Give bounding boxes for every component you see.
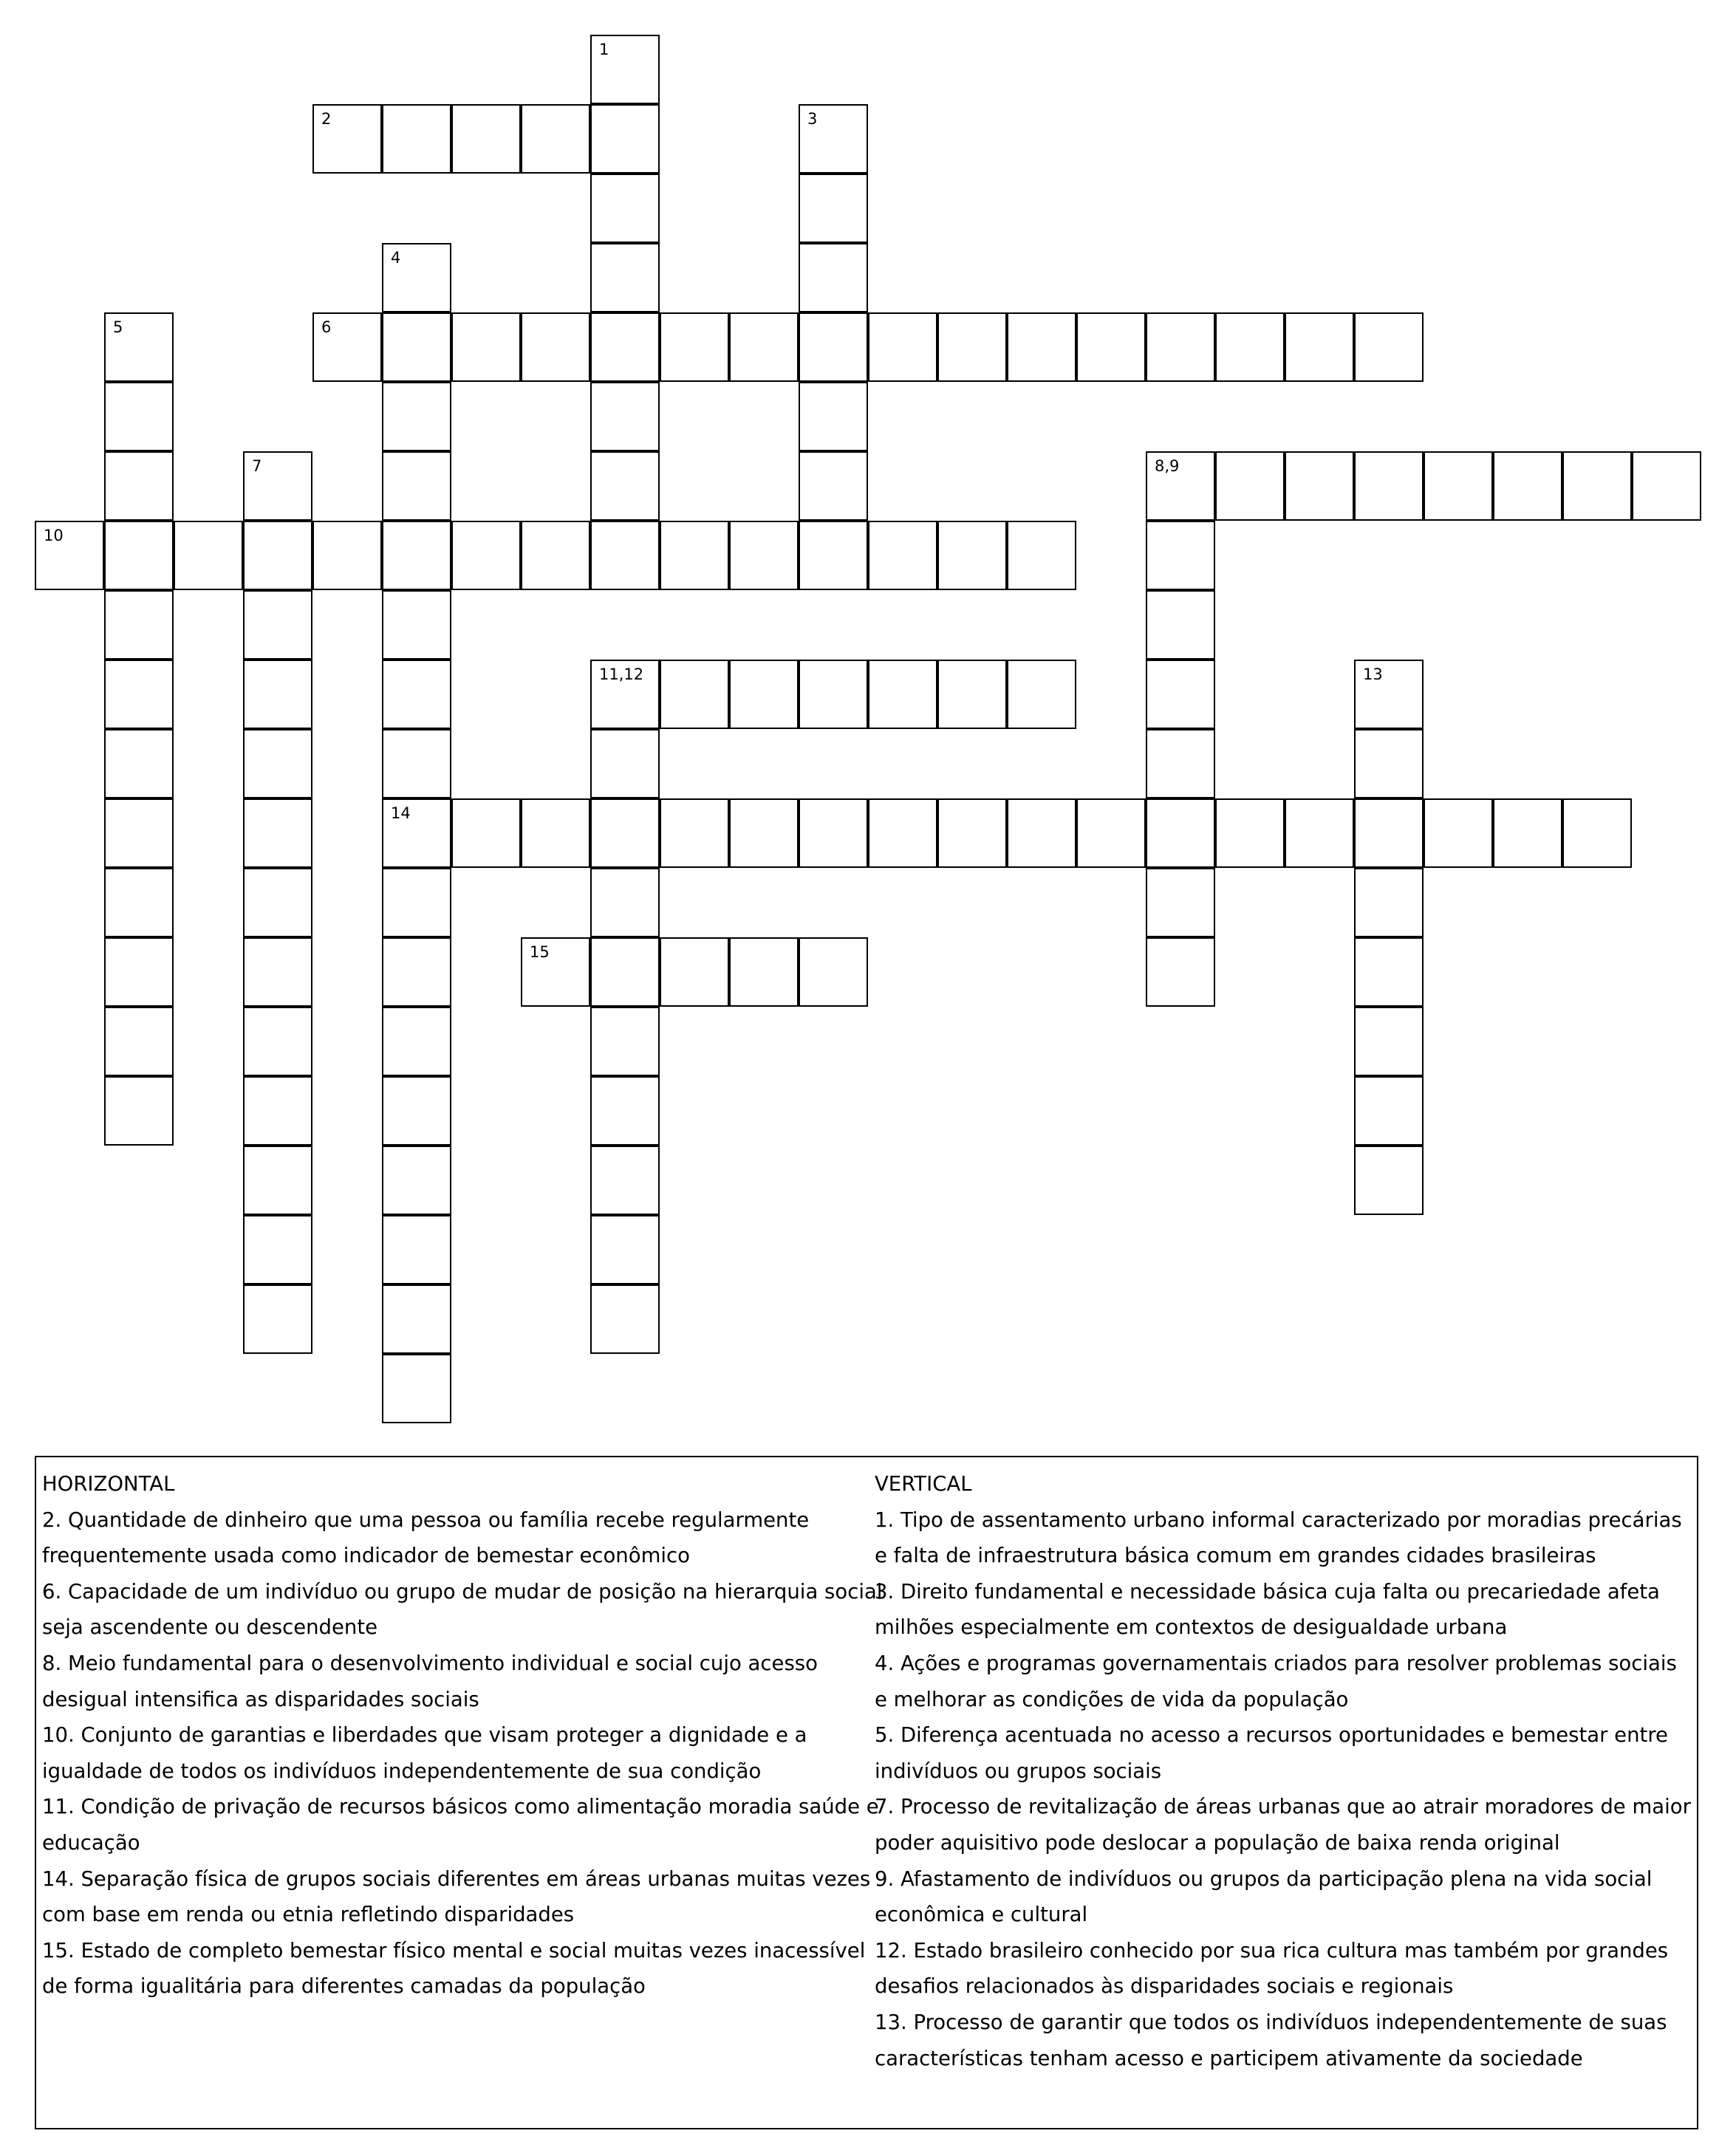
grid-cell[interactable] — [382, 312, 451, 382]
grid-cell[interactable] — [243, 590, 312, 660]
grid-cell[interactable] — [1215, 312, 1285, 382]
grid-cell[interactable] — [1146, 590, 1215, 660]
grid-cell[interactable] — [590, 382, 660, 451]
grid-cell[interactable] — [382, 798, 451, 868]
clue-vertical-9: 9. Afastamento de indivíduos ou grupos da participação plena na vida social econômica e cultural — [875, 1866, 1653, 1927]
clue-number: 13 — [1363, 665, 1383, 683]
grid-cell[interactable] — [243, 937, 312, 1007]
grid-cell[interactable] — [1076, 798, 1146, 868]
grid-cell[interactable] — [104, 451, 174, 521]
grid-cell[interactable] — [937, 798, 1007, 868]
grid-cell[interactable] — [1354, 1007, 1424, 1076]
grid-cell[interactable] — [590, 937, 660, 1007]
grid-cell[interactable] — [799, 451, 868, 521]
grid-cell[interactable] — [937, 660, 1007, 729]
grid-cell[interactable] — [1632, 451, 1701, 521]
grid-cell[interactable] — [1354, 798, 1424, 868]
vertical-heading: VERTICAL — [875, 1472, 972, 1496]
grid-cell[interactable] — [382, 382, 451, 451]
grid-cell[interactable] — [521, 312, 590, 382]
grid-cell[interactable] — [799, 382, 868, 451]
grid-cell[interactable] — [1562, 798, 1632, 868]
grid-cell[interactable] — [382, 243, 451, 312]
grid-cell[interactable] — [1007, 521, 1076, 590]
grid-cell[interactable] — [382, 868, 451, 937]
grid-cell[interactable] — [868, 521, 937, 590]
grid-cell[interactable] — [104, 1007, 174, 1076]
grid-cell[interactable] — [382, 1076, 451, 1146]
clue-number: 7 — [252, 457, 262, 475]
grid-cell[interactable] — [104, 729, 174, 798]
grid-cell[interactable] — [104, 660, 174, 729]
grid-cell[interactable] — [104, 868, 174, 937]
grid-cell[interactable] — [243, 1284, 312, 1354]
grid-cell[interactable] — [1354, 1076, 1424, 1146]
grid-cell[interactable] — [104, 521, 174, 590]
grid-cell[interactable] — [104, 937, 174, 1007]
grid-cell[interactable] — [451, 521, 521, 590]
grid-cell[interactable] — [590, 174, 660, 243]
grid-cell[interactable] — [1007, 660, 1076, 729]
grid-cell[interactable] — [104, 1076, 174, 1146]
grid-cell[interactable] — [1146, 660, 1215, 729]
grid-cell[interactable] — [590, 521, 660, 590]
clue-number: 8,9 — [1155, 457, 1180, 475]
grid-cell[interactable] — [1146, 729, 1215, 798]
grid-cell[interactable] — [104, 798, 174, 868]
clue-vertical-13: 13. Processo de garantir que todos os indivíduos independentemente de suas características tenham acesso e participem ativamente da sociedade — [875, 2010, 1667, 2070]
grid-cell[interactable] — [1354, 1146, 1424, 1215]
grid-cell[interactable] — [243, 868, 312, 937]
grid-cell[interactable] — [243, 1007, 312, 1076]
grid-cell[interactable] — [729, 312, 799, 382]
grid-cell[interactable] — [1146, 798, 1215, 868]
grid-cell[interactable] — [521, 937, 590, 1007]
grid-cell[interactable] — [590, 798, 660, 868]
grid-cell[interactable] — [382, 1354, 451, 1423]
grid-cell[interactable] — [243, 660, 312, 729]
grid-cell[interactable] — [729, 660, 799, 729]
grid-cell[interactable] — [590, 729, 660, 798]
grid-cell[interactable] — [382, 1284, 451, 1354]
clue-number: 4 — [391, 249, 401, 267]
grid-cell[interactable] — [590, 104, 660, 174]
grid-cell[interactable] — [382, 729, 451, 798]
grid-cell[interactable] — [382, 1007, 451, 1076]
clue-vertical-5: 5. Diferença acentuada no acesso a recursos oportunidades e bemestar entre indivíduos ou grupos sociais — [875, 1723, 1668, 1783]
grid-cell[interactable] — [799, 937, 868, 1007]
grid-cell[interactable] — [868, 660, 937, 729]
grid-cell[interactable] — [243, 1076, 312, 1146]
grid-cell[interactable] — [451, 104, 521, 174]
grid-cell[interactable] — [1354, 451, 1424, 521]
grid-cell[interactable] — [104, 590, 174, 660]
grid-cell[interactable] — [799, 521, 868, 590]
grid-cell[interactable] — [312, 312, 382, 382]
grid-cell[interactable] — [382, 937, 451, 1007]
grid-cell[interactable] — [799, 243, 868, 312]
horizontal-heading: HORIZONTAL — [42, 1472, 175, 1496]
grid-cell[interactable] — [382, 660, 451, 729]
vertical-clues — [875, 1466, 1695, 2076]
grid-cell[interactable] — [243, 451, 312, 521]
grid-cell[interactable] — [451, 312, 521, 382]
clue-vertical-12: 12. Estado brasileiro conhecido por sua rica cultura mas também por grandes desafios relacionados às disparidades sociais e regionais — [875, 1938, 1669, 1999]
horizontal-clues — [42, 1466, 884, 2005]
clues-box — [35, 1456, 1698, 2129]
grid-cell[interactable] — [521, 104, 590, 174]
clue-horizontal-10: 10. Conjunto de garantias e liberdades que visam proteger a dignidade e a igualdade de todos os indivíduos independentemente de sua condição — [42, 1723, 807, 1783]
grid-cell[interactable] — [1354, 729, 1424, 798]
grid-cell[interactable] — [590, 243, 660, 312]
clue-number: 15 — [530, 943, 550, 961]
clue-horizontal-14: 14. Separação física de grupos sociais diferentes em áreas urbanas muitas vezes com base em renda ou etnia refletindo disparidades — [42, 1866, 871, 1927]
grid-cell[interactable] — [1146, 937, 1215, 1007]
clue-horizontal-6: 6. Capacidade de um indivíduo ou grupo de mudar de posição na hierarquia social seja ascendente ou descendente — [42, 1579, 883, 1640]
clue-number: 11,12 — [599, 665, 644, 683]
grid-cell[interactable] — [104, 312, 174, 382]
grid-cell[interactable] — [382, 521, 451, 590]
grid-cell[interactable] — [590, 1284, 660, 1354]
grid-cell[interactable] — [382, 451, 451, 521]
grid-cell[interactable] — [1007, 312, 1076, 382]
grid-cell[interactable] — [243, 798, 312, 868]
grid-cell[interactable] — [243, 1215, 312, 1284]
grid-cell[interactable] — [590, 868, 660, 937]
grid-cell[interactable] — [799, 312, 868, 382]
grid-cell[interactable] — [1146, 312, 1215, 382]
clue-number: 3 — [807, 110, 818, 128]
grid-cell[interactable] — [1354, 660, 1424, 729]
grid-cell[interactable] — [1493, 798, 1562, 868]
grid-cell[interactable] — [1215, 451, 1285, 521]
grid-cell[interactable] — [1493, 451, 1562, 521]
clue-number: 14 — [391, 804, 411, 822]
grid-cell[interactable] — [729, 937, 799, 1007]
grid-cell[interactable] — [1146, 521, 1215, 590]
clue-number: 1 — [599, 41, 609, 58]
grid-cell[interactable] — [729, 798, 799, 868]
grid-cell[interactable] — [243, 521, 312, 590]
grid-cell[interactable] — [1215, 798, 1285, 868]
grid-cell[interactable] — [1354, 937, 1424, 1007]
grid-cell[interactable] — [243, 1146, 312, 1215]
grid-cell[interactable] — [243, 729, 312, 798]
grid-cell[interactable] — [660, 312, 729, 382]
grid-cell[interactable] — [1285, 798, 1354, 868]
grid-cell[interactable] — [174, 521, 243, 590]
grid-cell[interactable] — [590, 1146, 660, 1215]
grid-cell[interactable] — [660, 937, 729, 1007]
grid-cell[interactable] — [1285, 451, 1354, 521]
grid-cell[interactable] — [1424, 798, 1493, 868]
grid-cell[interactable] — [1076, 312, 1146, 382]
grid-cell[interactable] — [451, 798, 521, 868]
grid-cell[interactable] — [590, 451, 660, 521]
grid-cell[interactable] — [799, 104, 868, 174]
grid-cell[interactable] — [590, 312, 660, 382]
clue-horizontal-15: 15. Estado de completo bemestar físico mental e social muitas vezes inacessível de forma igualitária para diferentes camadas da população — [42, 1938, 866, 1999]
clue-vertical-7: 7. Processo de revitalização de áreas urbanas que ao atrair moradores de maior poder aquisitivo pode deslocar a população de baixa renda original — [875, 1795, 1691, 1855]
grid-cell[interactable] — [590, 1076, 660, 1146]
grid-cell[interactable] — [590, 660, 660, 729]
grid-cell[interactable] — [1146, 451, 1215, 521]
clue-number: 2 — [321, 110, 332, 128]
grid-cell[interactable] — [1354, 868, 1424, 937]
clue-horizontal-2: 2. Quantidade de dinheiro que uma pessoa ou família recebe regularmente frequentemente usada como indicador de bemestar econômico — [42, 1508, 810, 1568]
grid-cell[interactable] — [1354, 312, 1424, 382]
grid-cell[interactable] — [729, 521, 799, 590]
grid-cell[interactable] — [1285, 312, 1354, 382]
clue-horizontal-11: 11. Condição de privação de recursos básicos como alimentação moradia saúde e educação — [42, 1795, 879, 1855]
grid-cell[interactable] — [799, 798, 868, 868]
grid-cell[interactable] — [590, 35, 660, 104]
grid-cell[interactable] — [312, 521, 382, 590]
grid-cell[interactable] — [1007, 798, 1076, 868]
grid-cell[interactable] — [660, 660, 729, 729]
grid-cell[interactable] — [1146, 868, 1215, 937]
grid-cell[interactable] — [382, 104, 451, 174]
grid-cell[interactable] — [1562, 451, 1632, 521]
grid-cell[interactable] — [521, 798, 590, 868]
grid-cell[interactable] — [660, 521, 729, 590]
clue-vertical-3: 3. Direito fundamental e necessidade básica cuja falta ou precariedade afeta milhões especialmente em contextos de desigualdade urbana — [875, 1579, 1660, 1640]
grid-cell[interactable] — [382, 590, 451, 660]
grid-cell[interactable] — [521, 521, 590, 590]
clue-number: 5 — [113, 318, 123, 336]
clue-horizontal-8: 8. Meio fundamental para o desenvolvimento individual e social cujo acesso desigual intensifica as disparidades sociais — [42, 1651, 818, 1711]
grid-cell[interactable] — [937, 312, 1007, 382]
grid-cell[interactable] — [868, 798, 937, 868]
clue-vertical-1: 1. Tipo de assentamento urbano informal caracterizado por moradias precárias e falta de infraestrutura básica comum em grandes cidades brasileiras — [875, 1508, 1682, 1568]
grid-cell[interactable] — [104, 382, 174, 451]
grid-cell[interactable] — [660, 798, 729, 868]
grid-cell[interactable] — [937, 521, 1007, 590]
grid-cell[interactable] — [590, 1215, 660, 1284]
grid-cell[interactable] — [799, 660, 868, 729]
grid-cell[interactable] — [35, 521, 104, 590]
grid-cell[interactable] — [382, 1146, 451, 1215]
grid-cell[interactable] — [382, 1215, 451, 1284]
clue-number: 10 — [44, 527, 64, 544]
grid-cell[interactable] — [1424, 451, 1493, 521]
grid-cell[interactable] — [868, 312, 937, 382]
grid-cell[interactable] — [312, 104, 382, 174]
clue-number: 6 — [321, 318, 332, 336]
grid-cell[interactable] — [590, 1007, 660, 1076]
grid-cell[interactable] — [799, 174, 868, 243]
clue-vertical-4: 4. Ações e programas governamentais criados para resolver problemas sociais e melhorar as condições de vida da população — [875, 1651, 1677, 1711]
